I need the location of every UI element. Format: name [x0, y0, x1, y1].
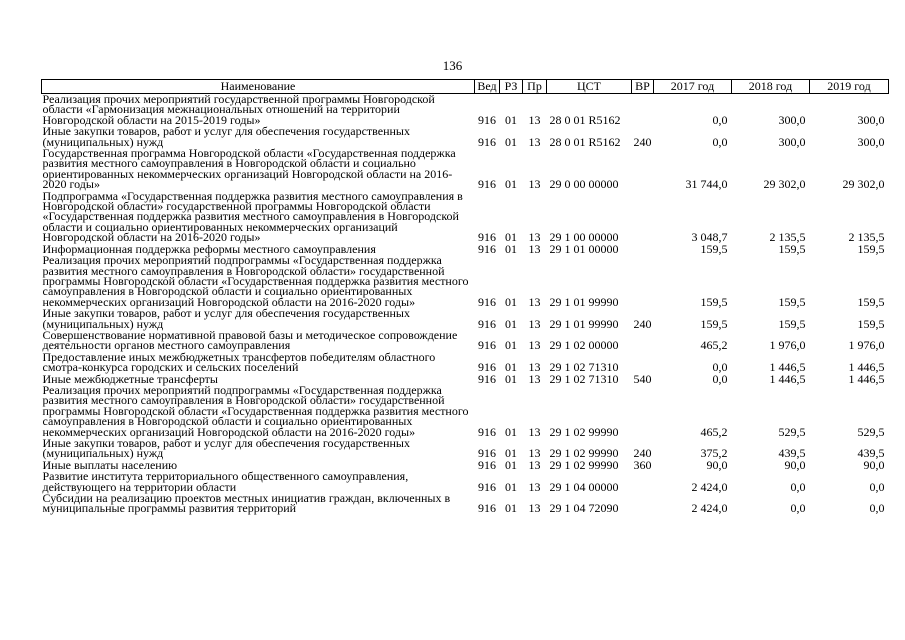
- row-rz: 01: [505, 230, 517, 245]
- row-rz: 01: [505, 424, 517, 439]
- row-cst: 29 1 02 00000: [549, 338, 619, 353]
- row-2018: 0,0: [790, 501, 806, 516]
- row-2017: 159,5: [700, 241, 728, 256]
- row-cst: 29 1 01 00000: [549, 241, 619, 256]
- row-vr: [632, 148, 654, 191]
- row-pr: 13: [528, 230, 541, 245]
- row-ved: 916: [478, 241, 496, 256]
- row-rz: 01: [505, 446, 517, 461]
- row-2018: 159,5: [778, 316, 806, 331]
- row-2019: 0,0: [869, 501, 885, 516]
- row-pr: 13: [528, 360, 541, 375]
- row-2017: 0,0: [712, 371, 728, 386]
- row-vr: 540: [633, 371, 652, 386]
- row-2019: 1 446,5: [848, 360, 885, 375]
- header-pr: Пр: [523, 80, 547, 94]
- row-2017: 2 424,0: [691, 479, 728, 494]
- row-name: Иные закупки товаров, работ и услуг для обеспечения государственных (муниципальных) нужд: [42, 124, 410, 149]
- table-row: [42, 330, 889, 352]
- row-cst: 29 1 02 71310: [549, 371, 619, 386]
- row-name: Реализация прочих мероприятий подпрограммы «Государственная поддержка развития местного самоуправления в Новгородской области» государственной программы Новгородской области «Государственная поддержка развития местного самоуправления в Новгородской области и социально ориентированных некоммерческих организаций Новгородской области на 2016-2020 годы»: [42, 382, 469, 439]
- row-2017: 31 744,0: [685, 177, 728, 192]
- table-row: [42, 385, 889, 438]
- row-ved: 916: [478, 424, 496, 439]
- row-ved: 916: [478, 230, 496, 245]
- row-2018: 159,5: [778, 294, 806, 309]
- row-name: Иные межбюджетные трансферты: [42, 371, 218, 386]
- table-row: [42, 126, 889, 148]
- row-2018: 300,0: [778, 112, 806, 127]
- header-rz: РЗ: [500, 80, 523, 94]
- row-name: Развитие института территориального общественного самоуправления, действующего на территории области: [42, 469, 409, 494]
- row-2019: 159,5: [857, 241, 885, 256]
- row-2017: 465,2: [700, 338, 728, 353]
- row-pr: 13: [528, 501, 541, 516]
- row-cst: 29 1 04 72090: [549, 501, 619, 516]
- row-2018: 2 135,5: [769, 230, 806, 245]
- row-cst: 28 0 01 R5162: [549, 134, 621, 149]
- row-2019: 300,0: [857, 112, 885, 127]
- table-body: [42, 94, 889, 515]
- header-name: Наименование: [42, 80, 475, 94]
- row-cst: 29 0 00 00000: [549, 177, 619, 192]
- row-pr: 13: [528, 112, 541, 127]
- row-2017: 159,5: [700, 294, 728, 309]
- row-2019: 2 135,5: [848, 230, 885, 245]
- header-2018: 2018 год: [732, 80, 810, 94]
- row-vr: 240: [633, 446, 652, 461]
- row-2019: 300,0: [857, 134, 885, 149]
- row-2018: 0,0: [790, 479, 806, 494]
- row-rz: 01: [505, 338, 517, 353]
- row-rz: 01: [505, 134, 517, 149]
- row-cst: 29 1 02 99990: [549, 424, 619, 439]
- row-ved: 916: [478, 371, 496, 386]
- row-pr: 13: [528, 134, 541, 149]
- row-name: Государственная программа Новгородской области «Государственная поддержка развития местного самоуправления в Новгородской области и социально ориентированных некоммерческих организаций Новгородской области на 2016-2020 годы»: [42, 146, 456, 192]
- row-cst: 29 1 00 00000: [549, 230, 619, 245]
- row-vr: [632, 493, 654, 515]
- row-2018: 1 976,0: [769, 338, 806, 353]
- header-cst: ЦСТ: [547, 80, 632, 94]
- row-pr: 13: [528, 338, 541, 353]
- row-2019: 29 302,0: [842, 177, 885, 192]
- row-cst: 28 0 01 R5162: [549, 112, 621, 127]
- row-pr: 13: [528, 371, 541, 386]
- row-name: Информационная поддержка реформы местного самоуправления: [42, 241, 376, 256]
- row-cst: 29 1 04 00000: [549, 479, 619, 494]
- row-2018: 159,5: [778, 241, 806, 256]
- row-2019: 0,0: [869, 479, 885, 494]
- row-2017: 375,2: [700, 446, 728, 461]
- row-2017: 90,0: [706, 457, 728, 472]
- table-row: [42, 352, 889, 374]
- row-ved: 916: [478, 501, 496, 516]
- row-name: Иные закупки товаров, работ и услуг для обеспечения государственных (муниципальных) нужд: [42, 436, 410, 461]
- table-row: [42, 94, 889, 127]
- row-2017: 3 048,7: [691, 230, 728, 245]
- row-2019: 159,5: [857, 316, 885, 331]
- budget-table: [41, 79, 889, 515]
- row-vr: 240: [633, 134, 652, 149]
- row-vr: [632, 244, 654, 255]
- row-name: Реализация прочих мероприятий государственной программы Новгородской области «Гармонизация межнациональных отношений на территории Новгородской области на 2015-2019 годы»: [42, 92, 435, 127]
- table-row: [42, 148, 889, 191]
- row-pr: 13: [528, 177, 541, 192]
- row-name: Иные закупки товаров, работ и услуг для обеспечения государственных (муниципальных) нужд: [42, 306, 410, 331]
- table-row: [42, 471, 889, 493]
- row-rz: 01: [505, 371, 517, 386]
- row-pr: 13: [528, 457, 541, 472]
- row-ved: 916: [478, 338, 496, 353]
- row-vr: [632, 94, 654, 127]
- row-name: Подпрограмма «Государственная поддержка развития местного самоуправления в Новгородской области» государственной программы Новгородской области «Государственная поддержка развития местного самоуправления в Новгородской области и социально ориентированных некоммерческих организаций Новгородской области на 2016-2020 годы»: [42, 188, 463, 245]
- row-pr: 13: [528, 479, 541, 494]
- row-ved: 916: [478, 177, 496, 192]
- row-2018: 1 446,5: [769, 371, 806, 386]
- row-pr: 13: [528, 446, 541, 461]
- table-row: [42, 438, 889, 460]
- table-row: [42, 255, 889, 308]
- table-row: [42, 308, 889, 330]
- row-pr: 13: [528, 424, 541, 439]
- row-name: Субсидии на реализацию проектов местных инициатив граждан, включенных в муниципальные программы развития территорий: [42, 491, 451, 516]
- row-ved: 916: [478, 457, 496, 472]
- header-2019: 2019 год: [810, 80, 889, 94]
- row-2017: 0,0: [712, 112, 728, 127]
- row-cst: 29 1 02 71310: [549, 360, 619, 375]
- row-cst: 29 1 02 99990: [549, 446, 619, 461]
- page-number: 136: [442, 58, 463, 73]
- row-cst: 29 1 01 99990: [549, 316, 619, 331]
- row-vr: [632, 191, 654, 244]
- row-2018: 529,5: [778, 424, 806, 439]
- row-2019: 159,5: [857, 294, 885, 309]
- row-2018: 1 446,5: [769, 360, 806, 375]
- row-name: Реализация прочих мероприятий подпрограммы «Государственная поддержка развития местного самоуправления в Новгородской области» государственной программы Новгородской области «Государственная поддержка развития местного самоуправления в Новгородской области и социально ориентированных некоммерческих организаций Новгородской области на 2016-2020 годы»: [42, 253, 469, 309]
- row-2019: 1 976,0: [848, 338, 885, 353]
- row-name: Предоставление иных межбюджетных трансфертов победителям областного смотра-конкурса городских и сельских поселений: [42, 349, 436, 375]
- row-vr: [632, 255, 654, 308]
- table-row: [42, 493, 889, 515]
- row-cst: 29 1 02 99990: [549, 457, 619, 472]
- row-cst: 29 1 01 99990: [549, 294, 619, 309]
- row-pr: 13: [528, 294, 541, 309]
- row-name: Совершенствование нормативной правовой базы и методическое сопровождение деятельности органов местного самоуправления: [42, 327, 458, 353]
- row-2019: 90,0: [863, 457, 885, 472]
- row-ved: 916: [478, 294, 496, 309]
- row-pr: 13: [528, 241, 541, 256]
- row-rz: 01: [505, 241, 517, 256]
- row-2017: 159,5: [700, 316, 728, 331]
- row-name: Иные выплаты населению: [42, 457, 178, 472]
- row-vr: [632, 471, 654, 493]
- row-ved: 916: [478, 134, 496, 149]
- row-2017: 0,0: [712, 134, 728, 149]
- header-2017: 2017 год: [654, 80, 732, 94]
- row-2019: 439,5: [857, 446, 885, 461]
- row-2018: 300,0: [778, 134, 806, 149]
- row-rz: 01: [505, 112, 517, 127]
- row-rz: 01: [505, 479, 517, 494]
- header-vr: ВР: [632, 80, 654, 94]
- row-2018: 90,0: [784, 457, 806, 472]
- row-rz: 01: [505, 294, 517, 309]
- row-2018: 439,5: [778, 446, 806, 461]
- row-2017: 465,2: [700, 424, 728, 439]
- row-rz: 01: [505, 457, 517, 472]
- row-ved: 916: [478, 360, 496, 375]
- row-ved: 916: [478, 479, 496, 494]
- row-ved: 916: [478, 446, 496, 461]
- row-2019: 1 446,5: [848, 371, 885, 386]
- row-rz: 01: [505, 177, 517, 192]
- row-vr: [632, 330, 654, 352]
- header-ved: Вед: [475, 80, 500, 94]
- row-vr: [632, 385, 654, 438]
- row-vr: 240: [633, 316, 652, 331]
- row-ved: 916: [478, 316, 496, 331]
- row-2018: 29 302,0: [763, 177, 806, 192]
- row-rz: 01: [505, 316, 517, 331]
- row-2017: 0,0: [712, 360, 728, 375]
- table-row: [42, 191, 889, 244]
- row-rz: 01: [505, 360, 517, 375]
- row-vr: 360: [633, 457, 652, 472]
- row-pr: 13: [528, 316, 541, 331]
- row-vr: [632, 352, 654, 374]
- row-rz: 01: [505, 501, 517, 516]
- row-ved: 916: [478, 112, 496, 127]
- row-2017: 2 424,0: [691, 501, 728, 516]
- row-2019: 529,5: [857, 424, 885, 439]
